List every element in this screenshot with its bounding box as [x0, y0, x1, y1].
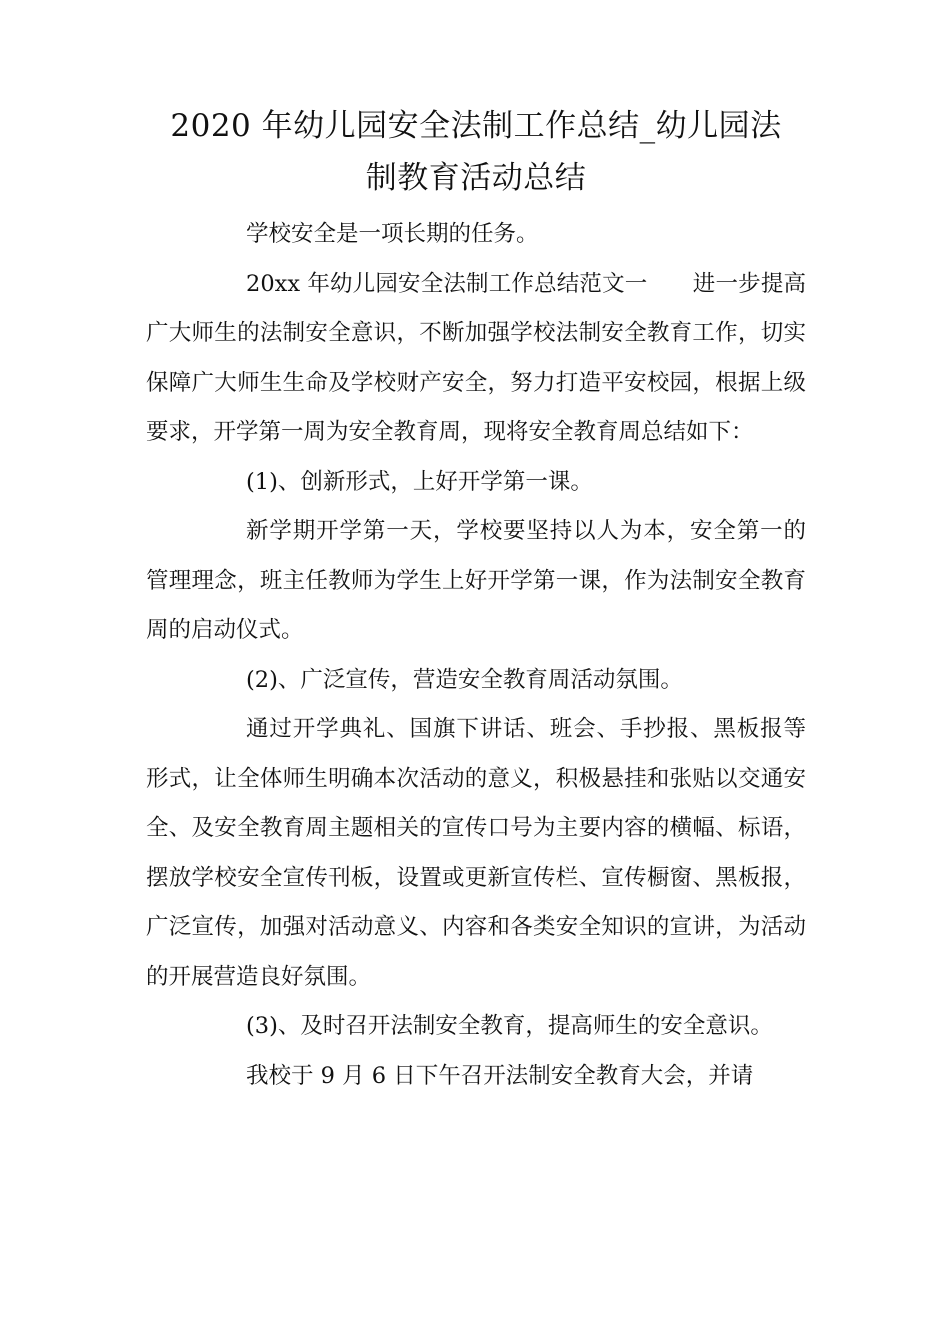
paragraph-8: 我校于 9 月 6 日下午召开法制安全教育大会，并请	[246, 1062, 754, 1089]
document-title	[146, 100, 806, 204]
paragraph-6: 通过开学典礼、国旗下讲话、班会、手抄报、黑板报等形式，让全体师生明确本次活动的意义，积极悬挂和张贴以交通安全、及安全教育周主题相关的宣传口号为主要内容的横幅、标语，摆放学校安全宣传刊板，设置或更新宣传栏、宣传橱窗、黑板报，广泛宣传，加强对活动意义、内容和各类安全知识的宣讲，为活动的开展营造良好氛围。	[146, 716, 806, 990]
paragraph-1: 学校安全是一项长期的任务。	[246, 221, 539, 247]
paragraph-3: (1)、创新形式，上好开学第一课。	[246, 468, 593, 495]
paragraph-2: 20xx 年幼儿园安全法制工作总结范文一 进一步提高广大师生的法制安全意识，不断加强学校法制安全教育工作，切实保障广大师生生命及学校财产安全，努力打造平安校园，根据上级要求，开学第一周为安全教育周，现将安全教育周总结如下：	[146, 270, 806, 445]
document-content	[146, 100, 806, 1101]
document-body	[146, 210, 806, 1101]
title-line-1: 2020 年幼儿园安全法制工作总结_幼儿园法	[170, 108, 782, 144]
title-line-2: 制教育活动总结	[365, 160, 587, 196]
paragraph-5: (2)、广泛宣传，营造安全教育周活动氛围。	[246, 666, 683, 693]
paragraph-4: 新学期开学第一天，学校要坚持以人为本，安全第一的管理理念，班主任教师为学生上好开学第一课，作为法制安全教育周的启动仪式。	[146, 518, 806, 643]
paragraph-7: (3)、及时召开法制安全教育，提高师生的安全意识。	[246, 1013, 773, 1039]
